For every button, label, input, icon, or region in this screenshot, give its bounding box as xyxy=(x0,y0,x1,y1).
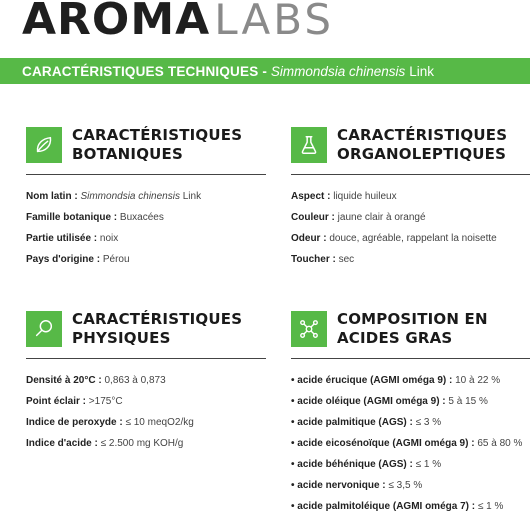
banner-title: CARACTÉRISTIQUES TECHNIQUES xyxy=(22,63,259,79)
list-item: Indice de peroxyde : ≤ 10 meqO2/kg xyxy=(26,417,194,428)
section-title: CARACTÉRISTIQUES PHYSIQUES xyxy=(72,310,243,347)
list-item: Nom latin : Simmondsia chinensis Link xyxy=(26,191,202,202)
section-title: CARACTÉRISTIQUES ORGANOLEPTIQUES xyxy=(337,126,508,163)
title-banner xyxy=(0,58,530,84)
list-item: • acide palmitoléique (AGMI oméga 7) : ≤ 1 % xyxy=(291,501,504,512)
section-title: CARACTÉRISTIQUES BOTANIQUES xyxy=(72,126,243,163)
section-organoleptique xyxy=(291,126,530,265)
section-botanique xyxy=(26,126,271,265)
banner-author: Link xyxy=(409,63,434,79)
list-item: Partie utilisée : noix xyxy=(26,233,119,244)
list-item: Couleur : jaune clair à orangé xyxy=(291,212,426,223)
list-item: Indice d'acide : ≤ 2.500 mg KOH/g xyxy=(26,438,184,449)
property-list xyxy=(26,370,276,454)
list-item: • acide nervonique : ≤ 3,5 % xyxy=(291,480,423,491)
list-item: Toucher : sec xyxy=(291,254,355,265)
banner-scientific-name: Simmondsia chinensis xyxy=(270,63,406,79)
section-divider xyxy=(291,358,530,359)
logo-bold-text: AROMA xyxy=(22,0,211,45)
list-item: • acide oléique (AGMI oméga 9) : 5 à 15 % xyxy=(291,396,488,407)
section-composition xyxy=(291,310,530,512)
property-list xyxy=(291,186,530,270)
magnifier-icon xyxy=(26,311,62,347)
list-item: Famille botanique : Buxacées xyxy=(26,212,164,223)
section-physique xyxy=(26,310,271,449)
leaf-icon xyxy=(26,127,62,163)
flask-icon xyxy=(291,127,327,163)
section-divider xyxy=(291,174,530,175)
molecule-icon xyxy=(291,311,327,347)
property-list xyxy=(26,186,276,270)
list-item: Pays d'origine : Pérou xyxy=(26,254,130,265)
section-divider xyxy=(26,174,266,175)
list-item: Aspect : liquide huileux xyxy=(291,191,397,202)
list-item: Odeur : douce, agréable, rappelant la noisette xyxy=(291,233,497,244)
banner-separator: - xyxy=(262,63,267,79)
list-item: • acide érucique (AGMI oméga 9) : 10 à 22 % xyxy=(291,375,501,386)
list-item: • acide eicosénoïque (AGMI oméga 9) : 65 à 80 % xyxy=(291,438,523,449)
property-list xyxy=(291,370,530,517)
brand-logo xyxy=(22,0,334,44)
list-item: • acide béhénique (AGS) : ≤ 1 % xyxy=(291,459,442,470)
list-item: • acide palmitique (AGS) : ≤ 3 % xyxy=(291,417,442,428)
section-title: COMPOSITION EN ACIDES GRAS xyxy=(337,310,488,347)
logo-light-text: LABS xyxy=(214,0,335,44)
list-item: Point éclair : >175°C xyxy=(26,396,123,407)
section-divider xyxy=(26,358,266,359)
list-item: Densité à 20°C : 0,863 à 0,873 xyxy=(26,375,166,386)
